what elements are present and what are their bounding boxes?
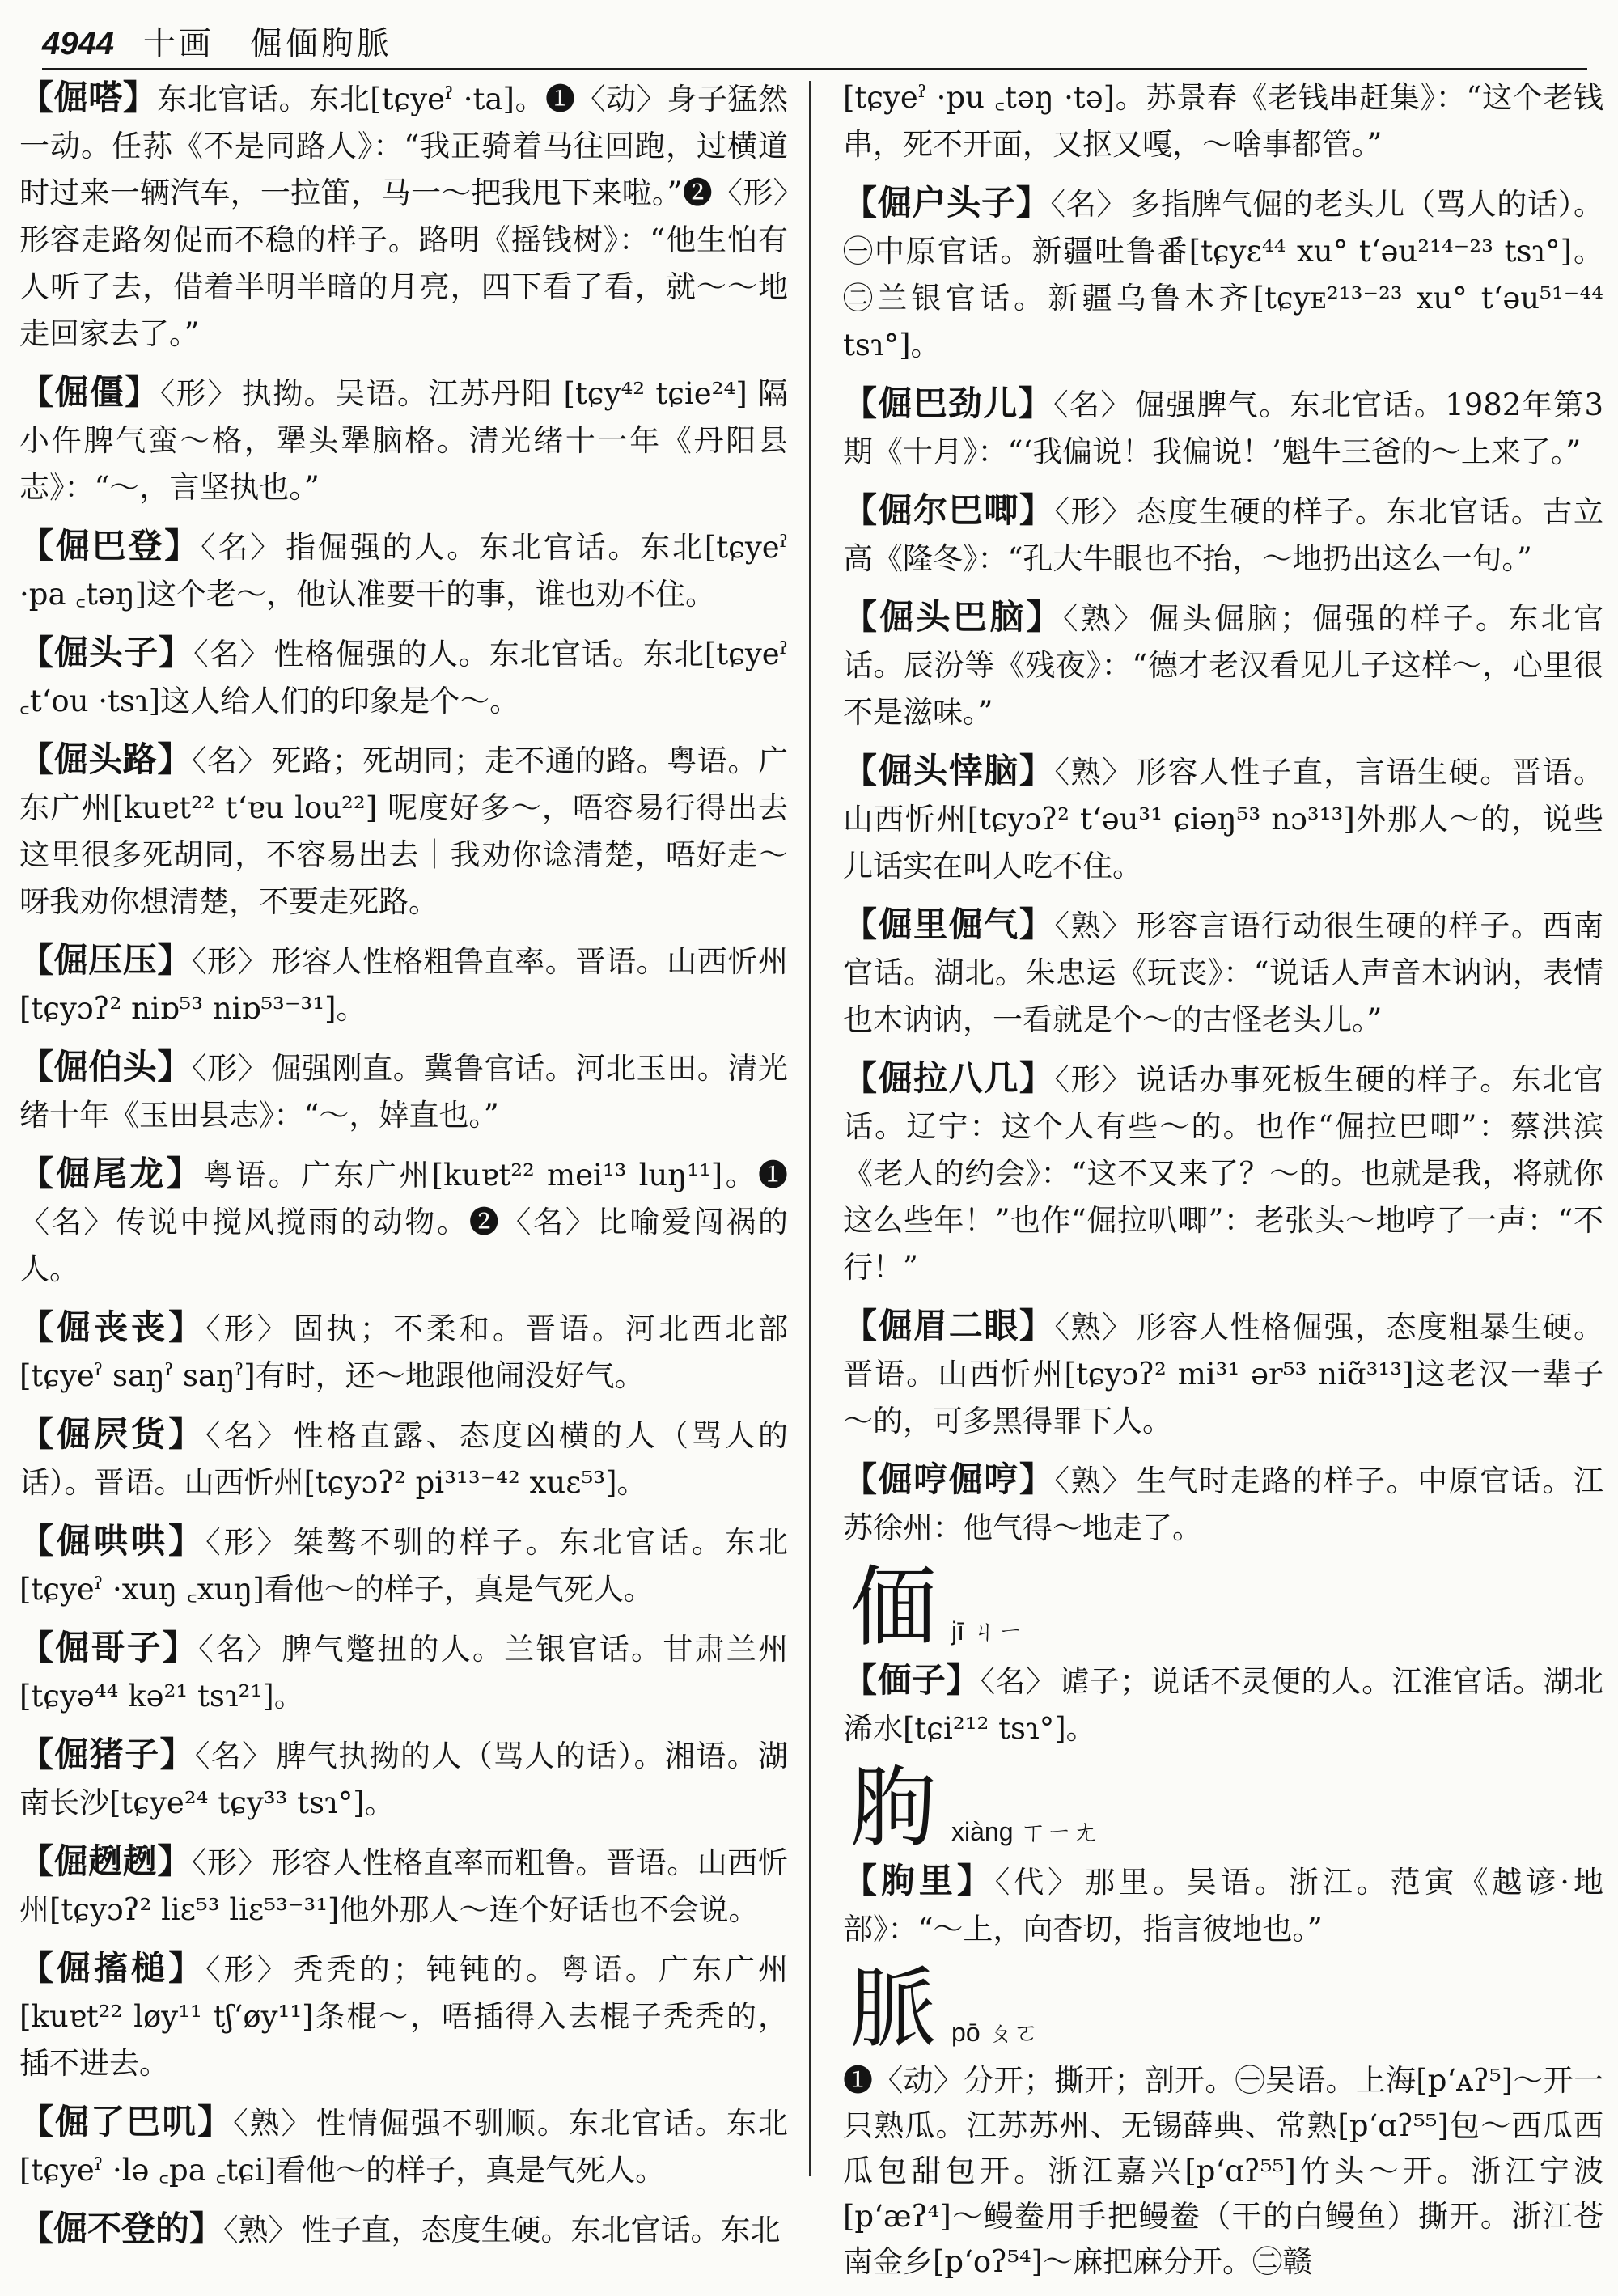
part-of-speech: 〈熟〉 [233, 2106, 313, 2141]
entry-headword: 【胊里】 [843, 1861, 995, 1900]
part-of-speech: 〈形〉 [192, 1051, 269, 1086]
dictionary-entry [19, 523, 788, 618]
part-of-speech: 〈名〉 [201, 530, 283, 565]
entry-headword: 【倔眉二眼】 [843, 1306, 1055, 1345]
entry-definition: 性格倔强的人。东北官话。东北[tɕyeˀ ꜀t‘ou ·tsɿ]这人给人们的印象是个～。 [19, 637, 788, 718]
entry-definition: 指倔强的人。东北官话。东北[tɕyeˀ ·pa ꜀təŋ]这个老～，他认准要干的事，谁也劝不住。 [19, 530, 788, 612]
entry-headword: 【偭子】 [843, 1660, 981, 1700]
dictionary-entry [19, 1838, 788, 1934]
dictionary-entry [19, 1150, 788, 1293]
entry-headword: 【倔拉八几】 [843, 1058, 1055, 1098]
entry-definition: 形容人性格倔强，态度粗暴生硬。晋语。山西忻州[tɕyɔʔ² mi³¹ ər⁵³ niɑ̃³¹³]这老汉一辈子～的，可多黑得罪下人。 [843, 1310, 1604, 1438]
head-character-row [849, 1959, 1603, 2060]
entry-definition: 形容人性子直，言语生硬。晋语。山西忻州[tɕyɔʔ² t‘əu³¹ ɕiəŋ⁵³ nɔ³¹³]外那人～的，说些儿话实在叫人吃不住。 [843, 755, 1604, 883]
entry-headword: 【倔屄货】 [19, 1414, 206, 1454]
entry-headword: 【倔哼倔哼】 [843, 1459, 1055, 1499]
entry-headword: 【倔僵】 [19, 372, 160, 412]
entry-headword: 【倔头巴脑】 [843, 597, 1064, 637]
dictionary-entry [19, 1945, 788, 2087]
dictionary-entry [19, 937, 788, 1032]
entry-headword: 【倔不登的】 [19, 2209, 224, 2248]
entry-definition: 桀骜不驯的样子。东北官话。东北[tɕyeˀ ·xuŋ ꜀xuŋ]看他～的样子，真是气死人。 [19, 1525, 789, 1607]
entry-headword: 【倔里倔气】 [843, 904, 1055, 944]
head-character-pinyin: xiàng ㄒㄧㄤ [951, 1817, 1099, 1846]
char-sections [843, 1557, 1603, 2285]
head-character-row [849, 1557, 1603, 1658]
dictionary-entry [843, 1858, 1603, 1953]
dictionary-entry [19, 1731, 788, 1827]
left-column [19, 74, 788, 2265]
entry-headword: 【倔尾龙】 [19, 1154, 203, 1193]
part-of-speech: 〈名〉 [193, 637, 271, 671]
dictionary-entry [843, 487, 1603, 582]
dictionary-entry [19, 1304, 788, 1400]
entry-headword: 【倔户头子】 [843, 183, 1051, 222]
dictionary-entry [843, 1055, 1603, 1291]
entry-definition: 谑子；说话不灵便的人。江淮官话。湖北浠水[tɕi²¹² tsɿ°]。 [843, 1664, 1603, 1746]
dictionary-entry [19, 736, 788, 926]
part-of-speech: 〈熟〉 [1054, 1310, 1133, 1345]
part-of-speech: 〈形〉 [205, 1952, 290, 1987]
dictionary-entry [843, 380, 1603, 476]
entry-definition: 形容人性格粗鲁直率。晋语。山西忻州[tɕyɔʔ² niɒ⁵³ niɒ⁵³⁻³¹]。 [19, 944, 788, 1026]
dictionary-entry [19, 1411, 788, 1506]
entry-headword: 【倔尔巴唧】 [843, 490, 1055, 530]
entry-definition: 固执；不柔和。晋语。河北西北部[tɕyeˀ saŋˀ saŋˀ]有时，还～地跟他闹没好气。 [19, 1311, 789, 1393]
part-of-speech: 〈形〉 [205, 1525, 290, 1560]
page-number: 4944 [42, 26, 114, 61]
part-of-speech: 〈形〉 [159, 376, 239, 411]
part-of-speech: 〈熟〉 [1063, 601, 1146, 636]
dictionary-entry [19, 369, 788, 511]
dictionary-entry [843, 180, 1603, 369]
head-character-pinyin: pō ㄆㄛ [951, 2018, 1040, 2047]
part-of-speech: 〈名〉 [192, 743, 269, 778]
head-character-row [849, 1758, 1603, 1859]
entry-headword: 【倔压压】 [19, 940, 193, 980]
entry-headword: 【倔头子】 [19, 633, 194, 672]
dictionary-entry [19, 2205, 788, 2254]
entry-definition: 生气时走路的样子。中原官话。江苏徐州：他气得～地走了。 [843, 1464, 1604, 1545]
entry-headword: 【倔伯头】 [19, 1047, 193, 1087]
part-of-speech: 〈形〉 [1054, 1062, 1133, 1097]
head-character-pinyin: jī ㄐㄧ [951, 1616, 1023, 1646]
entry-definition: 多指脾气倔的老头儿（骂人的话）。㊀中原官话。新疆吐鲁番[tɕyɛ⁴⁴ xu° t‘əu²¹⁴⁻²³ tsɿ°]。㊁兰银官话。新疆乌鲁木齐[tɕyᴇ²¹³⁻²³ xu° t‘əu⁵¹⁻⁴⁴ tsɿ°]。 [843, 187, 1603, 362]
entry-headword: 【倔猪子】 [19, 1735, 195, 1774]
entry-headword: 【倔丧丧】 [19, 1307, 206, 1347]
header-title: 十画 倔偭胊脈 [142, 25, 392, 62]
entry-definition: 形容言语行动很生硬的样子。西南官话。湖北。朱忠运《玩丧》：“说话人声音木讷讷，表情也木讷讷，一看就是个～的古怪老头儿。” [843, 909, 1604, 1037]
entry-definition: 性情倔强不驯顺。东北官话。东北[tɕyeˀ ·lə ꜀pa ꜀tɕi]看他～的样子，真是气死人。 [19, 2106, 789, 2188]
entry-headword: 【倔巴劲儿】 [843, 383, 1054, 423]
part-of-speech: 〈熟〉 [223, 2213, 299, 2247]
entry-definition: 秃秃的；钝钝的。粤语。广东广州[kuɐt²² løy¹¹ tʃ‘øy¹¹]条棍～，唔插得入去棍子秃秃的，插不进去。 [19, 1952, 789, 2081]
part-of-speech: 〈形〉 [205, 1311, 290, 1346]
entry-definition: 东北官话。东北[tɕyeˀ ·ta]。❶〈动〉身子猛然一动。任荪《不是同路人》：“我正骑着马往回跑，过横道时过来一辆汽车，一拉笛，马一～把我甩下来啦。”❷〈形〉形容走路匆促而不稳的样子。路明《摇钱树》：“他生怕有人听了去，借着半明半暗的月亮，四下看了看，就～～地走回家去了。” [19, 82, 788, 351]
right-entries [843, 180, 1603, 1552]
head-character: 胊 [849, 1758, 938, 1859]
head-character: 偭 [849, 1557, 938, 1658]
entry-definition: 倔头倔脑；倔强的样子。东北官话。辰汾等《残夜》：“德才老汉看见儿子这样～，心里很不是滋味。” [843, 601, 1603, 730]
dictionary-entry [843, 1657, 1603, 1752]
dictionary-entry [19, 74, 788, 358]
entry-definition: 态度生硬的样子。东北官话。古立高《隆冬》：“孔大牛眼也不抬，～地扔出这么一句。” [843, 494, 1604, 576]
entry-definition: 执拗。吴语。江苏丹阳 [tɕy⁴² tɕie²⁴] 隔小仵脾气蛮～格，犟头犟脑格。清光绪十一年《丹阳县志》：“～，言坚执也。” [19, 376, 788, 505]
dictionary-entry [19, 1625, 788, 1720]
dictionary-entry [843, 594, 1603, 736]
dictionary-entry [843, 1456, 1603, 1552]
entry-headword: 【倔搐槌】 [19, 1948, 206, 1988]
part-of-speech: 〈熟〉 [1054, 1464, 1133, 1498]
entry-definition: 性格直露、态度凶横的人（骂人的话）。晋语。山西忻州[tɕyɔʔ² pi³¹³⁻⁴² xuɛ⁵³]。 [19, 1418, 789, 1500]
dictionary-entry [843, 748, 1603, 890]
dictionary-entry [843, 901, 1603, 1044]
entry-definition: 说话办事死板生硬的样子。东北官话。辽宁：这个人有些～的。也作“倔拉巴唧”：蔡洪滨《老人的约会》：“这不又来了？～的。也就是我，将就你这么些年！”也作“倔拉叭唧”：老张头～地哼了一声：“不行！” [843, 1062, 1604, 1285]
entry-definition: 那里。吴语。浙江。范寅《越谚·地部》：“～上，向杳切，指言彼地也。” [843, 1865, 1603, 1947]
entry-headword: 【倔趔趔】 [19, 1841, 193, 1881]
entry-definition: 死路；死胡同；走不通的路。粤语。广东广州[kuɐt²² t‘ɐu lou²²] 呢度好多～，唔容易行得出去这里很多死胡同，不容易出去｜我劝你谂清楚，唔好走～呀我劝你想清楚，不要走死路。 [19, 743, 788, 919]
dictionary-entry [843, 1303, 1603, 1445]
entry-definition: 脾气蹩扭的人。兰银官话。甘肃兰州[tɕyə⁴⁴ kə²¹ tsɿ²¹]。 [19, 1632, 788, 1714]
part-of-speech: 〈名〉 [205, 1418, 290, 1453]
part-of-speech: 〈熟〉 [1054, 755, 1133, 790]
dictionary-entry [19, 629, 788, 725]
part-of-speech: 〈名〉 [198, 1632, 279, 1667]
entry-headword: 【倔了巴叽】 [19, 2102, 234, 2141]
entry-headword: 【倔头路】 [19, 739, 193, 779]
page-header [42, 18, 1587, 70]
part-of-speech: 〈形〉 [1054, 494, 1133, 529]
entry-definition: 脾气执拗的人（骂人的话）。湘语。湖南长沙[tɕye²⁴ tɕy³³ tsɿ°]。 [19, 1739, 788, 1820]
part-of-speech: 〈形〉 [192, 944, 269, 979]
dictionary-entry [19, 1518, 788, 1613]
dictionary-entry [19, 2099, 788, 2194]
entry-definition: 倔强脾气。东北官话。1982年第3期《十月》：“‘我偏说！我偏说！’魁牛三爸的～上来了。” [843, 388, 1603, 469]
entry-headword: 【倔头悻脑】 [843, 751, 1055, 790]
dictionary-entry [19, 1044, 788, 1139]
part-of-speech: 〈名〉 [1050, 187, 1128, 222]
entry-definition: 性子直，态度生硬。东北官话。东北 [301, 2213, 781, 2247]
continuation-text: [tɕyeˀ ·pu ꜀təŋ ·tə]。苏景春《老钱串赶集》：“这个老钱串，死不开面，又抠又嘎，～啥事都管。” [843, 80, 1603, 162]
part-of-speech: 〈代〉 [994, 1865, 1082, 1900]
head-character-definition: ❶〈动〉分开；撕开；剖开。㊀吴语。上海[p‘ᴀʔ⁵]～开一只熟瓜。江苏苏州、无锡薛典、常熟[p‘ɑʔ⁵⁵]包～西瓜西瓜包甜包开。浙江嘉兴[p‘ɑʔ⁵⁵]竹头～开。浙江宁波[p‘æʔ⁴]～鳗鲞用手把鳗鲞（干的白鳗鱼）撕开。浙江苍南金乡[p‘oʔ⁵⁴]～麻把麻分开。㊁赣 [843, 2063, 1603, 2279]
part-of-speech: 〈名〉 [1053, 388, 1132, 422]
entry-definition: 形容人性格直率而粗鲁。晋语。山西忻州[tɕyɔʔ² liɛ⁵³ liɛ⁵³⁻³¹]他外那人～连个好话也不会说。 [19, 1845, 788, 1927]
entry-definition: 粤语。广东广州[kuɐt²² mei¹³ luŋ¹¹]。❶〈名〉传说中搅风搅雨的动物。❷〈名〉比喻爱闯祸的人。 [19, 1158, 788, 1286]
entry-headword: 【倔嗒】 [19, 78, 158, 117]
part-of-speech: 〈名〉 [980, 1664, 1057, 1699]
part-of-speech: 〈名〉 [194, 1739, 273, 1773]
part-of-speech: 〈形〉 [192, 1845, 269, 1880]
column-divider [809, 81, 811, 2176]
part-of-speech: 〈熟〉 [1054, 909, 1133, 943]
entry-definition: 倔强刚直。冀鲁官话。河北玉田。清光绪十年《玉田县志》：“～，婞直也。” [19, 1051, 788, 1133]
entry-headword: 【倔哄哄】 [19, 1521, 206, 1561]
head-character: 脈 [849, 1959, 938, 2060]
entry-headword: 【倔巴登】 [19, 526, 201, 566]
right-column [843, 74, 1603, 2296]
entry-headword: 【倔哥子】 [19, 1628, 199, 1667]
